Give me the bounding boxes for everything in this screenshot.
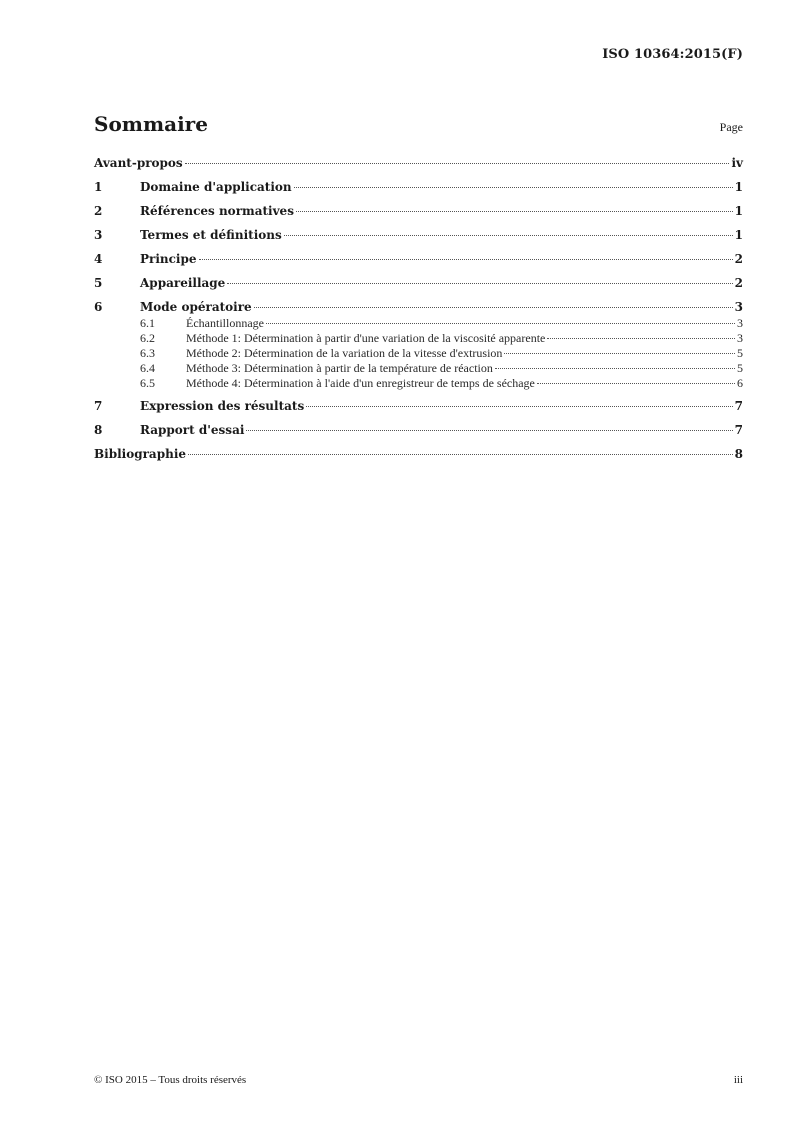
toc-entry-label: Rapport d'essai [140, 423, 245, 437]
toc-entry-label: Références normatives [140, 204, 294, 218]
toc-entry-label: Appareillage [140, 276, 226, 290]
toc-subentry-page: 3 [737, 331, 743, 345]
toc-entry-3[interactable] [94, 228, 743, 244]
toc-subentry-number: 6.3 [140, 346, 155, 360]
toc-subentry-6-5[interactable] [94, 376, 743, 391]
toc-subentry-page: 3 [737, 316, 743, 330]
toc-entry-page: 2 [734, 276, 743, 290]
toc-subentry-6-3[interactable] [94, 346, 743, 361]
table-of-contents [94, 156, 743, 463]
toc-subentry-6-2[interactable] [94, 331, 743, 346]
toc-entry-page: 1 [734, 180, 743, 194]
toc-subentry-number: 6.5 [140, 376, 155, 390]
title-row [94, 112, 743, 142]
toc-entry-number: 5 [94, 276, 103, 290]
toc-entry-page: 3 [734, 300, 743, 314]
toc-subentry-page: 5 [737, 361, 743, 375]
footer-copyright: © ISO 2015 – Tous droits réservés [94, 1074, 247, 1086]
toc-subentry-label: Méthode 1: Détermination à partir d'une variation de la viscosité apparente [186, 331, 546, 345]
toc-subentry-label: Méthode 3: Détermination à partir de la température de réaction [186, 361, 493, 375]
toc-entry-number: 4 [94, 252, 103, 266]
dot-leader [306, 406, 732, 407]
dot-leader [188, 454, 733, 455]
dot-leader [227, 283, 732, 284]
toc-subentry-page: 6 [737, 376, 743, 390]
toc-subentry-label: Échantillonnage [186, 316, 264, 330]
toc-entry-number: 3 [94, 228, 103, 242]
toc-entry-8[interactable] [94, 423, 743, 439]
toc-entry-2[interactable] [94, 204, 743, 220]
toc-entry-number: 6 [94, 300, 103, 314]
toc-entry-page: 2 [734, 252, 743, 266]
toc-entry-label: Avant-propos [94, 156, 183, 170]
toc-entry-6[interactable] [94, 300, 743, 316]
toc-entry-label: Expression des résultats [140, 399, 305, 413]
toc-entry-foreword[interactable] [94, 156, 743, 172]
toc-subentry-number: 6.2 [140, 331, 155, 345]
toc-entry-label: Termes et définitions [140, 228, 282, 242]
dot-leader [547, 338, 735, 339]
toc-subentry-label: Méthode 2: Détermination de la variation de la vitesse d'extrusion [186, 346, 503, 360]
toc-entry-page: iv [731, 156, 743, 170]
toc-entry-5[interactable] [94, 276, 743, 292]
toc-subentry-number: 6.4 [140, 361, 155, 375]
toc-entry-page: 7 [734, 399, 743, 413]
dot-leader [294, 187, 733, 188]
toc-entry-number: 8 [94, 423, 103, 437]
toc-entry-label: Principe [140, 252, 197, 266]
toc-entry-number: 1 [94, 180, 103, 194]
toc-subentry-page: 5 [737, 346, 743, 360]
toc-entry-number: 2 [94, 204, 103, 218]
toc-entry-4[interactable] [94, 252, 743, 268]
dot-leader [185, 163, 730, 164]
toc-entry-page: 1 [734, 228, 743, 242]
dot-leader [495, 368, 735, 369]
toc-subentry-label: Méthode 4: Détermination à l'aide d'un enregistreur de temps de séchage [186, 376, 535, 390]
toc-entry-label: Domaine d'application [140, 180, 292, 194]
standard-reference: ISO 10364:2015(F) [602, 47, 743, 62]
dot-leader [246, 430, 732, 431]
dot-leader [266, 323, 735, 324]
footer-page-number: iii [733, 1074, 743, 1086]
toc-entry-page: 8 [734, 447, 743, 461]
toc-entry-label: Mode opératoire [140, 300, 252, 314]
toc-entry-page: 1 [734, 204, 743, 218]
toc-entry-label: Bibliographie [94, 447, 187, 461]
toc-subentry-6-4[interactable] [94, 361, 743, 376]
toc-subentry-number: 6.1 [140, 316, 155, 330]
dot-leader [504, 353, 735, 354]
toc-entry-number: 7 [94, 399, 103, 413]
toc-entry-bibliography[interactable] [94, 447, 743, 463]
dot-leader [199, 259, 733, 260]
toc-entry-page: 7 [734, 423, 743, 437]
page-title: Sommaire [94, 112, 208, 136]
toc-entry-1[interactable] [94, 180, 743, 196]
page-column-label: Page [719, 120, 743, 134]
dot-leader [296, 211, 733, 212]
dot-leader [254, 307, 733, 308]
dot-leader [537, 383, 735, 384]
dot-leader [284, 235, 733, 236]
toc-subentry-6-1[interactable] [94, 316, 743, 331]
toc-entry-7[interactable] [94, 399, 743, 415]
